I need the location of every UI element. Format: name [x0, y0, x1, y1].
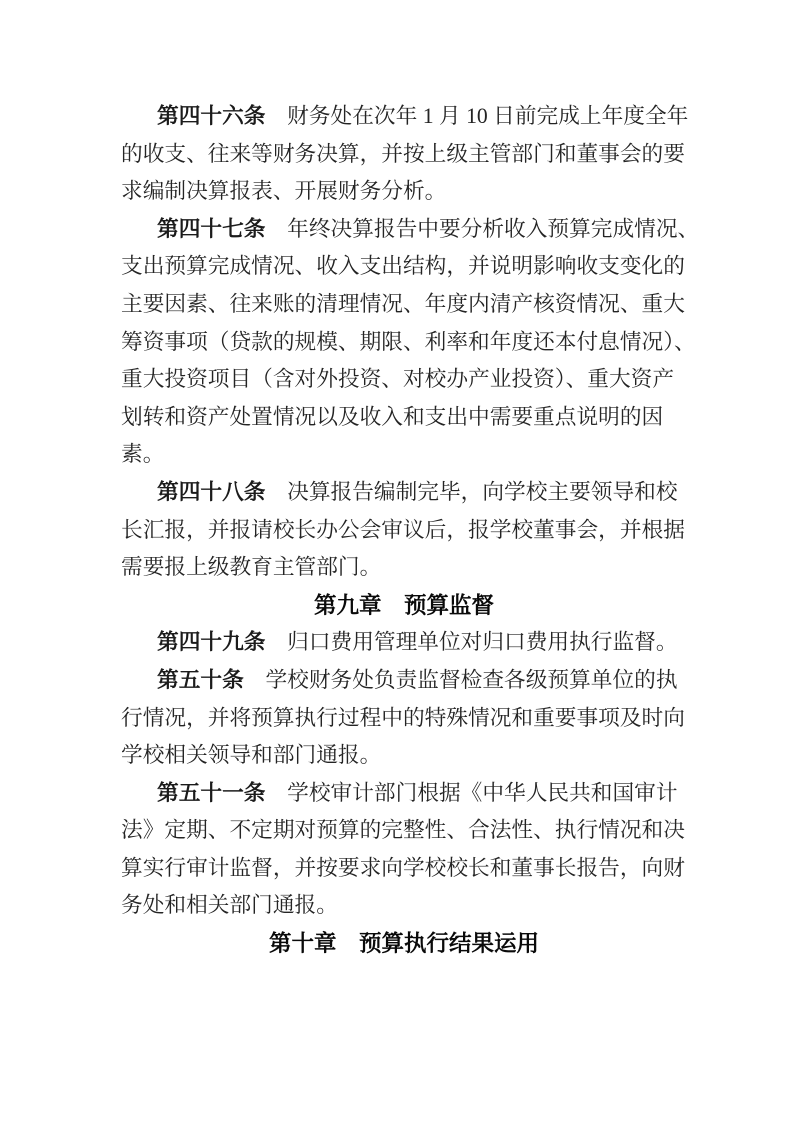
text-line: 主要因素、往来账的清理情况、年度内清产核资情况、重大	[121, 291, 685, 316]
chapter-heading: 第十章 预算执行结果运用	[268, 931, 539, 957]
article-first-line-text: 年终决算报告中要分析收入预算完成情况、	[265, 216, 700, 241]
article-paragraph	[121, 211, 700, 474]
text-line: 重大投资项目（含对外投资、对校办产业投资）、重大资产	[121, 367, 675, 392]
text-line: 筹资事项（贷款的规模、期限、利率和年度还本付息情况）、	[121, 329, 696, 354]
article-first-line-text: 归口费用管理单位对归口费用执行监督。	[265, 630, 678, 655]
text-line	[121, 211, 700, 249]
text-line	[121, 98, 687, 136]
text-line: 素。	[121, 442, 165, 467]
article-paragraph	[121, 474, 687, 587]
text-line: 的收支、往来等财务决算，并按上级主管部门和董事会的要	[121, 141, 685, 166]
article-paragraph	[121, 98, 687, 211]
article-number: 第四十九条	[157, 630, 266, 655]
text-line: 划转和资产处置情况以及收入和支出中需要重点说明的因	[121, 404, 664, 429]
text-line: 务处和相关部门通报。	[121, 893, 338, 918]
text-line: 行情况，并将预算执行过程中的特殊情况和重要事项及时向	[121, 705, 685, 730]
text-line	[121, 624, 687, 662]
document-body	[121, 98, 700, 963]
article-number: 第五十条	[157, 667, 244, 692]
article-paragraph	[121, 662, 687, 775]
article-number: 第四十六条	[157, 104, 266, 128]
text-line: 求编制决算报表、开展财务分析。	[121, 179, 447, 204]
text-line	[121, 775, 687, 813]
article-first-line-text: 决算报告编制完毕，向学校主要领导和校	[265, 479, 678, 504]
article-number: 第四十八条	[157, 479, 266, 504]
text-line: 长汇报，并报请校长办公会审议后，报学校董事会，并根据	[121, 517, 685, 542]
text-line: 需要报上级教育主管部门。	[121, 555, 382, 580]
article-number: 第五十一条	[157, 780, 266, 805]
article-first-line-text: 财务处在次年 1 月 10 日前完成上年度全年	[265, 104, 689, 128]
article-paragraph	[121, 775, 687, 925]
text-line: 算实行审计监督，并按要求向学校校长和董事长报告，向财	[121, 855, 685, 880]
text-line: 学校相关领导和部门通报。	[121, 743, 382, 768]
text-line: 法》定期、不定期对预算的完整性、合法性、执行情况和决	[121, 818, 685, 843]
chapter-heading: 第九章 预算监督	[313, 592, 494, 618]
article-paragraph	[121, 624, 687, 662]
text-line: 支出预算完成情况、收入支出结构，并说明影响收支变化的	[121, 254, 685, 279]
article-first-line-text: 学校审计部门根据《中华人民共和国审计	[265, 780, 678, 805]
text-line	[121, 662, 687, 700]
article-number: 第四十七条	[157, 216, 266, 241]
text-line	[121, 474, 687, 512]
article-first-line-text: 学校财务处负责监督检查各级预算单位的执	[243, 667, 678, 692]
